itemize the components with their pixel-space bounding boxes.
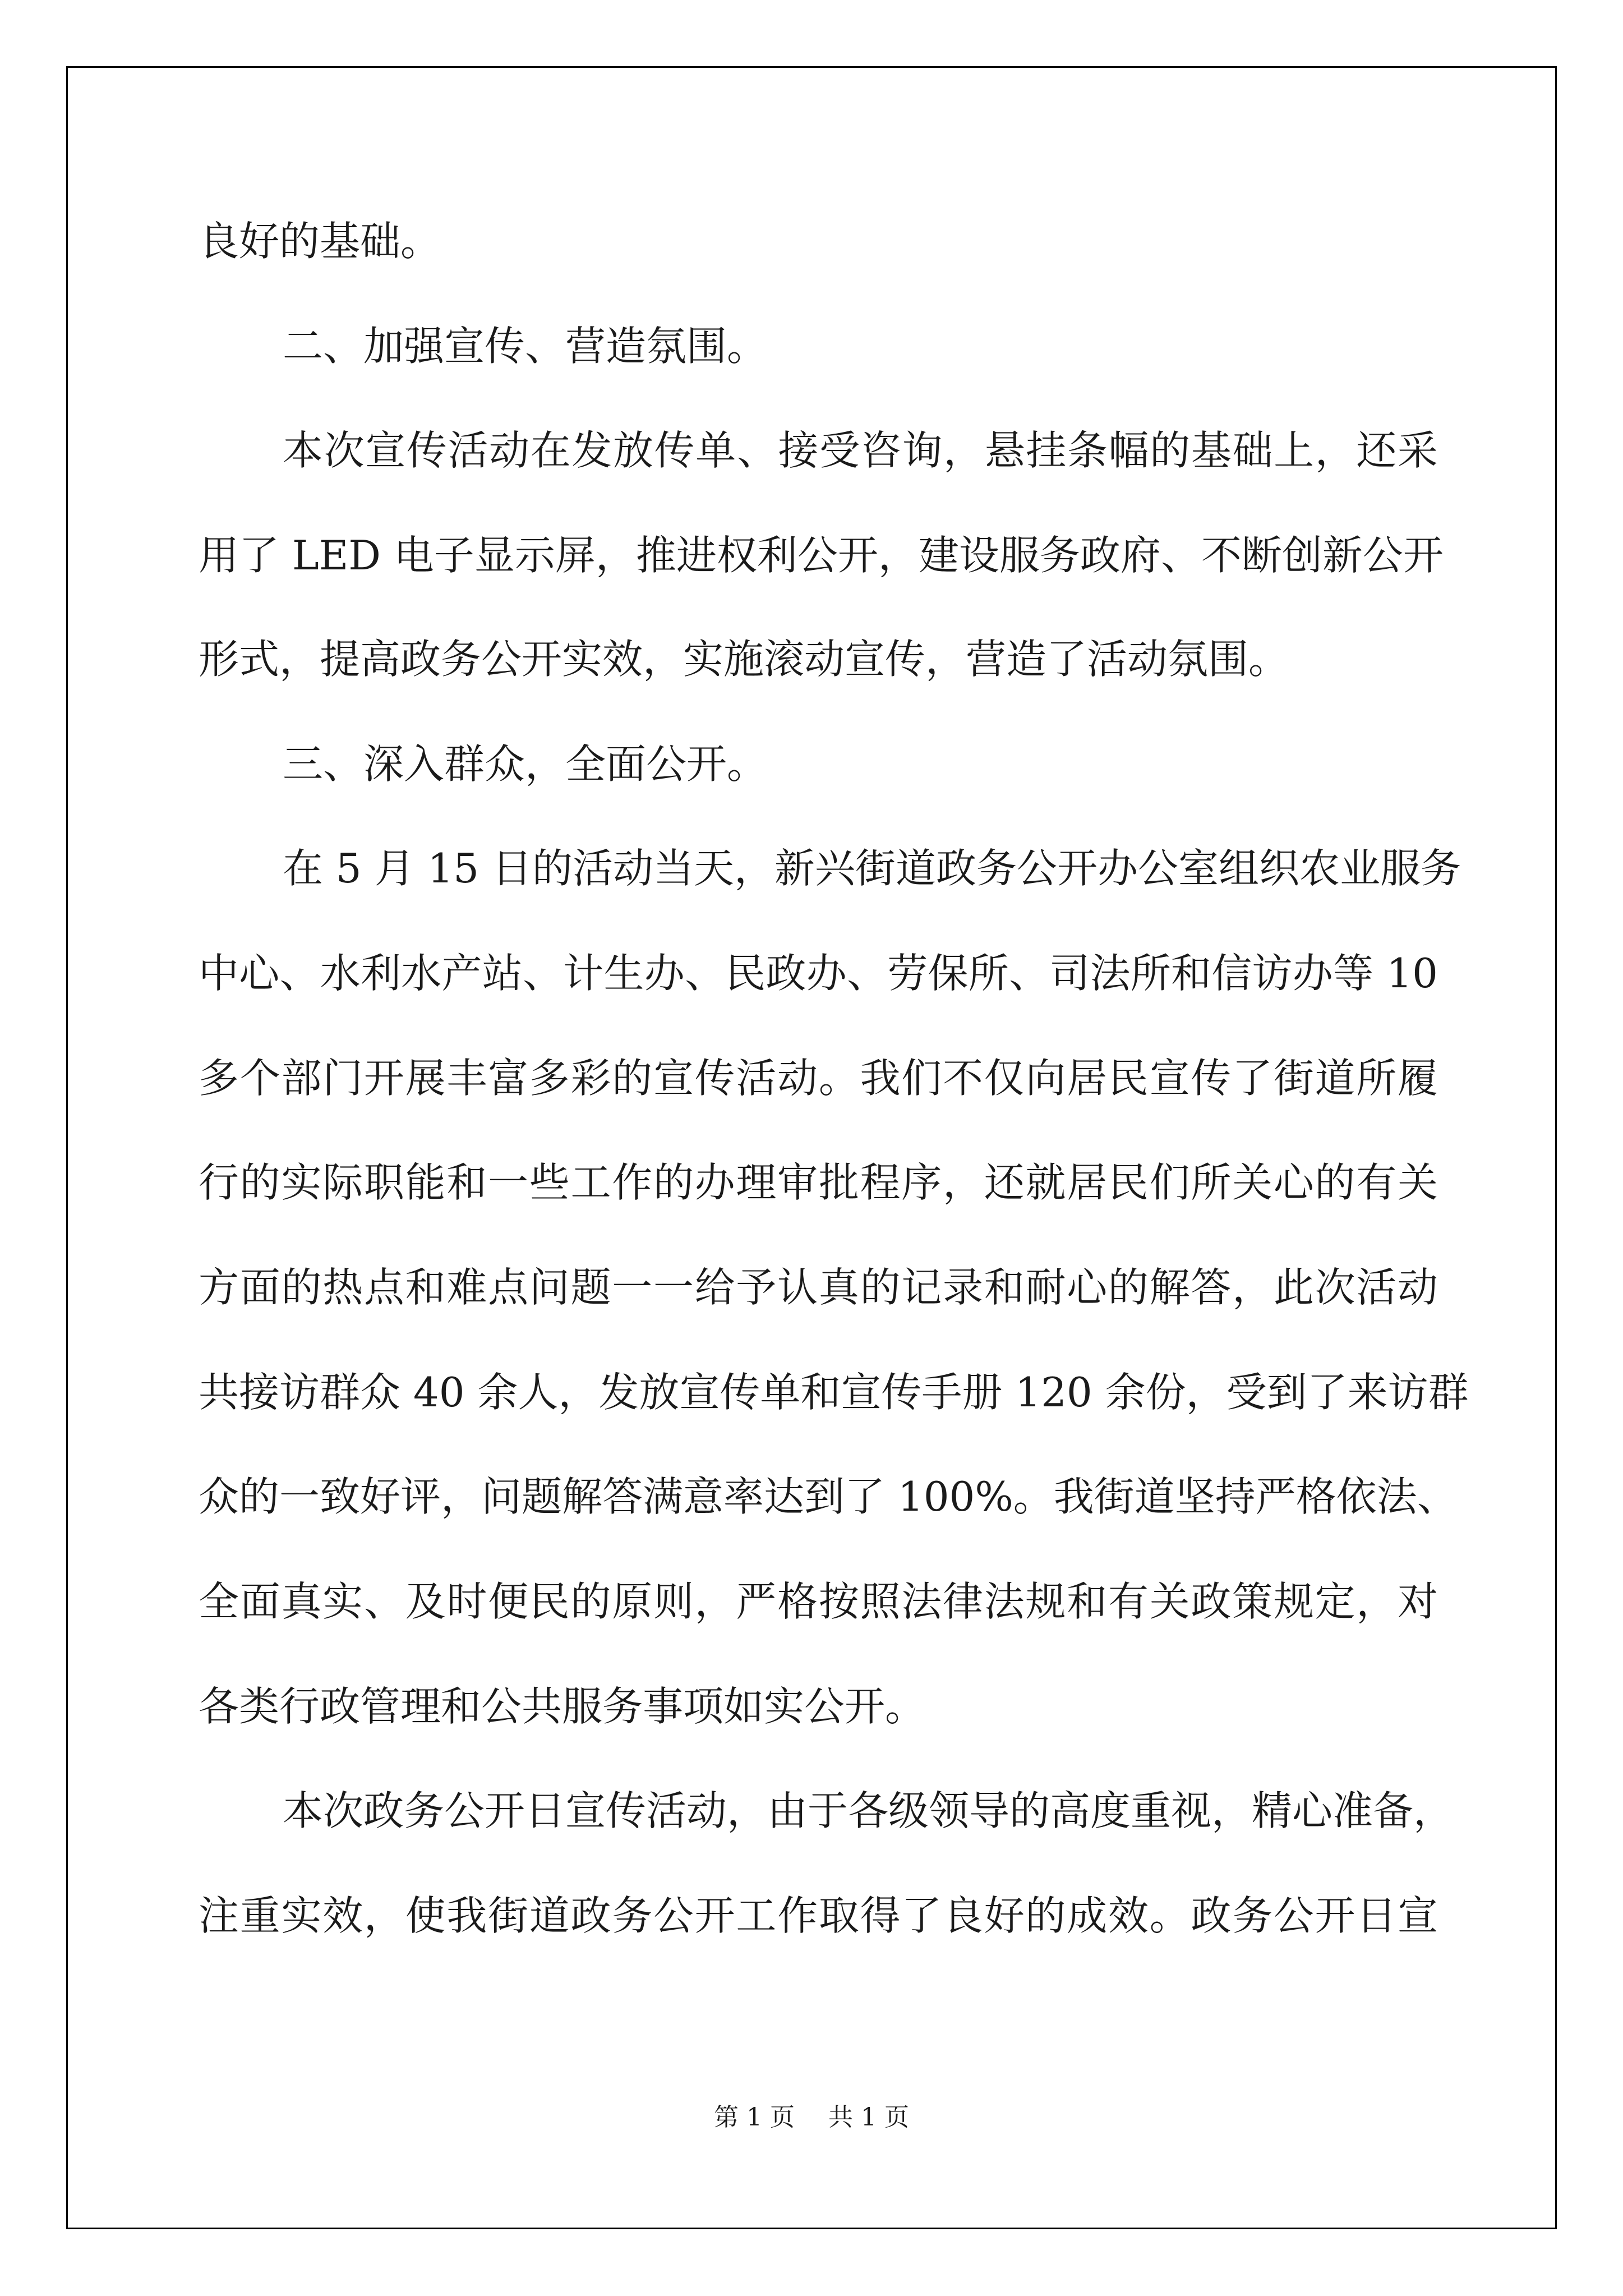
text-line: 本次宣传活动在发放传单、接受咨询，悬挂条幅的基础上，还采 — [283, 427, 1438, 474]
text-line: 在 5 月 15 日的活动当天，新兴街道政务公开办公室组织农业服务 — [283, 845, 1461, 892]
text-line: 方面的热点和难点问题一一给予认真的记录和耐心的解答，此次活动 — [199, 1264, 1438, 1311]
section-heading: 三、深入群众，全面公开。 — [283, 740, 768, 788]
text-line: 多个部门开展丰富多彩的宣传活动。我们不仅向居民宣传了街道所履 — [199, 1055, 1438, 1102]
text-line: 行的实际职能和一些工作的办理审批程序，还就居民们所关心的有关 — [199, 1159, 1438, 1206]
text-line: 共接访群众 40 余人，发放宣传单和宣传手册 120 余份，受到了来访群 — [199, 1369, 1469, 1416]
text-line: 用了 LED 电子显示屏，推进权利公开，建设服务政府、不断创新公开 — [199, 532, 1444, 579]
text-line: 注重实效，使我街道政务公开工作取得了良好的成效。政务公开日宣 — [199, 1892, 1438, 1939]
text-line: 形式，提高政务公开实效，实施滚动宣传，营造了活动氛围。 — [199, 636, 1289, 683]
text-line: 本次政务公开日宣传活动，由于各级领导的高度重视，精心准备， — [283, 1787, 1454, 1834]
page-total: 共 1 页 — [828, 2103, 909, 2132]
text-line: 各类行政管理和公共服务事项如实公开。 — [199, 1683, 926, 1730]
text-line: 全面真实、及时便民的原则，严格按照法律法规和有关政策规定，对 — [199, 1578, 1438, 1625]
page-footer — [0, 2101, 1623, 2134]
page-number: 第 1 页 — [714, 2103, 795, 2132]
section-heading: 二、加强宣传、营造氛围。 — [283, 323, 768, 370]
text-line: 良好的基础。 — [199, 218, 441, 265]
text-line: 中心、水利水产站、计生办、民政办、劳保所、司法所和信访办等 10 — [199, 950, 1438, 997]
text-line: 众的一致好评，问题解答满意率达到了 100%。我街道坚持严格依法、 — [199, 1473, 1458, 1520]
